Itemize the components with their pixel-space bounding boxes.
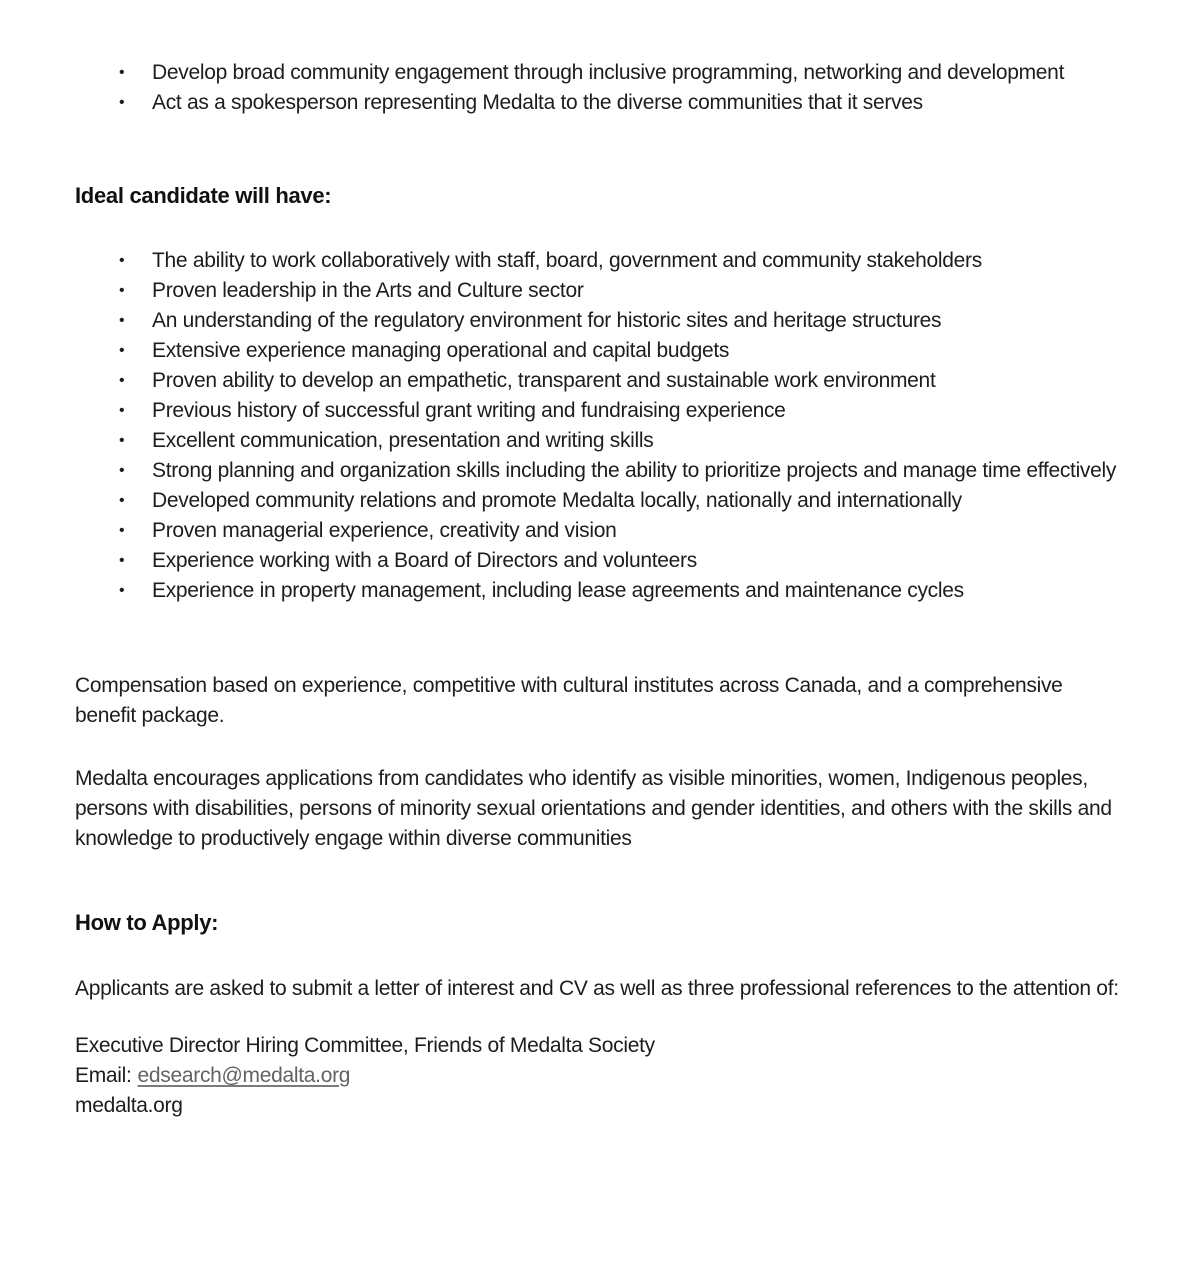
apply-instructions: Applicants are asked to submit a letter of interest and CV as well as three professional references to the attention of:	[75, 977, 1119, 1000]
list-item: • Proven managerial experience, creativity and vision	[75, 516, 1145, 546]
how-to-apply-heading: How to Apply:	[75, 910, 219, 935]
contact-block	[75, 1031, 1145, 1121]
list-item: • Experience in property management, including lease agreements and maintenance cycles	[75, 576, 1145, 606]
list-item: • The ability to work collaboratively with staff, board, government and community stakeholders	[75, 246, 1145, 276]
list-item: • Developed community relations and promote Medalta locally, nationally and internationally	[75, 486, 1145, 516]
compensation-paragraph: Compensation based on experience, competitive with cultural institutes across Canada, and a comprehensive benefit package.	[75, 674, 1063, 727]
list-item: • Proven ability to develop an empathetic, transparent and sustainable work environment	[75, 366, 1145, 396]
email-label: Email:	[75, 1064, 132, 1087]
list-item: • Previous history of successful grant writing and fundraising experience	[75, 396, 1145, 426]
list-item: • Strong planning and organization skills including the ability to prioritize projects and manage time effectively	[75, 456, 1145, 486]
list-item: • An understanding of the regulatory environment for historic sites and heritage structures	[75, 306, 1145, 336]
email-link[interactable]: edsearch@medalta.org	[137, 1064, 351, 1087]
ideal-candidate-heading: Ideal candidate will have:	[75, 183, 332, 208]
email-line	[75, 1061, 1145, 1091]
diversity-paragraph: Medalta encourages applications from candidates who identify as visible minorities, women, Indigenous peoples, persons with disabilities, persons of minority sexual orientations and gender identities, and others with the skills and knowledge to productively engage within diverse communities	[75, 767, 1112, 850]
responsibilities-list	[75, 58, 1087, 118]
hiring-committee-line: Executive Director Hiring Committee, Friends of Medalta Society	[75, 1034, 655, 1057]
list-item: • Extensive experience managing operational and capital budgets	[75, 336, 1145, 366]
list-item: • Excellent communication, presentation and writing skills	[75, 426, 1145, 456]
website-line: medalta.org	[75, 1094, 183, 1117]
list-item: • Act as a spokesperson representing Medalta to the diverse communities that it serves	[75, 88, 1087, 118]
list-item: • Develop broad community engagement through inclusive programming, networking and development	[75, 58, 1087, 88]
list-item: • Proven leadership in the Arts and Culture sector	[75, 276, 1145, 306]
ideal-candidate-list	[75, 246, 1145, 606]
list-item: • Experience working with a Board of Directors and volunteers	[75, 546, 1145, 576]
